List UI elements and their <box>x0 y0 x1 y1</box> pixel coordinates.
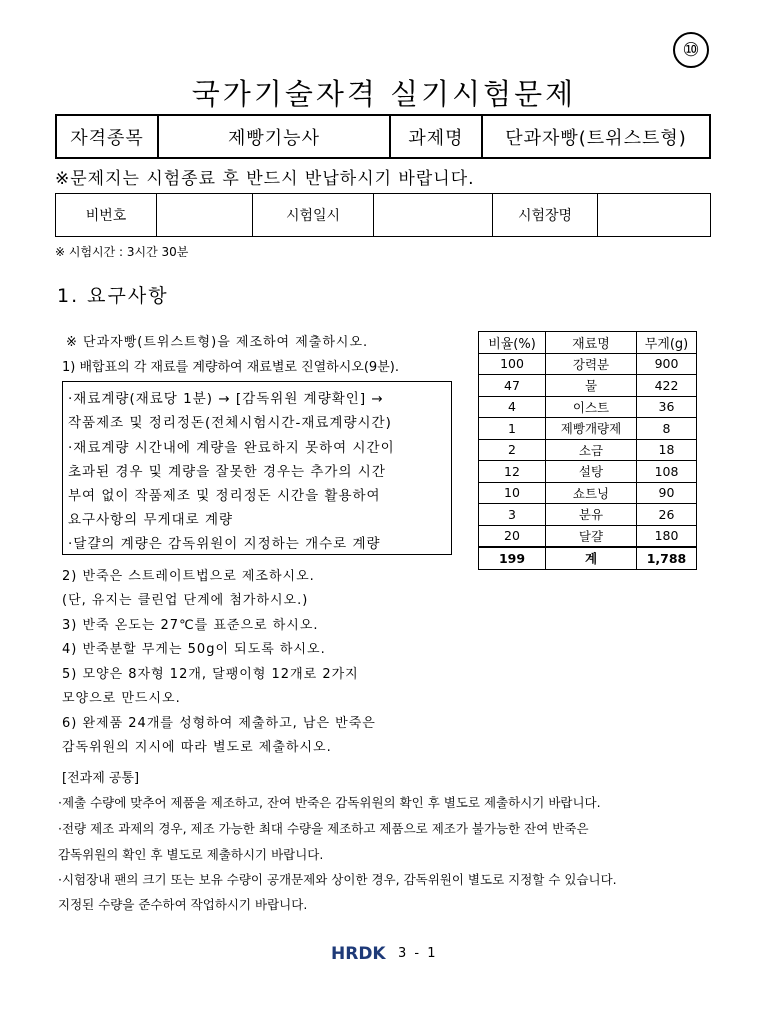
task-label: 과제명 <box>390 115 482 158</box>
recipe-header-row <box>479 332 697 354</box>
hrdk-logo: HRDK <box>331 944 386 964</box>
box-line: 초과된 경우 및 계량을 잘못한 경우는 추가의 시간 <box>68 464 386 480</box>
qualification-label: 자격종목 <box>56 115 158 158</box>
ratio-cell: 1 <box>479 418 546 440</box>
requirement-6: 6) 완제품 24개를 성형하여 제출하고, 남은 반죽은 <box>62 716 376 731</box>
page-title: 국가기술자격 실기시험문제 <box>191 77 577 111</box>
ratio-cell: 100 <box>479 353 546 375</box>
box-line: 부여 없이 작품제조 및 정리정돈 시간을 활용하여 <box>68 488 381 504</box>
exam-date-label: 시험일시 <box>253 194 374 237</box>
requirement-5: 5) 모양은 8자형 12개, 달팽이형 12개로 2가지 <box>62 667 359 682</box>
recipe-row <box>479 418 697 440</box>
requirement-6-cont: 감독위원의 지시에 따라 별도로 제출하시오. <box>62 740 332 755</box>
recipe-row <box>479 353 697 375</box>
weight-cell: 26 <box>637 504 697 526</box>
requirement-2: 2) 반죽은 스트레이트법으로 제조하시오. <box>62 569 315 584</box>
recipe-table <box>478 331 697 570</box>
ingredient-cell: 분유 <box>546 504 637 526</box>
requirement-2-note: (단, 유지는 클린업 단계에 첨가하시오.) <box>62 593 309 608</box>
ingredient-cell: 물 <box>546 375 637 397</box>
header-ingredient: 재료명 <box>546 332 637 354</box>
ingredient-cell: 설탕 <box>546 461 637 483</box>
ratio-cell: 20 <box>479 525 546 547</box>
weight-cell: 36 <box>637 396 697 418</box>
requirement-intro: ※ 단과자빵(트위스트형)을 제조하여 제출하시오. <box>66 335 369 350</box>
recipe-row <box>479 396 697 418</box>
secret-number-field <box>157 194 253 237</box>
exam-info-table <box>55 193 711 237</box>
weight-cell: 18 <box>637 439 697 461</box>
exam-time: ※ 시험시간 : 3시간 30분 <box>55 245 189 259</box>
total-weight: 1,788 <box>637 547 697 569</box>
weight-cell: 108 <box>637 461 697 483</box>
common-line: ·제출 수량에 맞추어 제품을 제조하고, 잔여 반죽은 감독위원의 확인 후 별도로 제출하시기 바랍니다. <box>58 795 601 810</box>
problem-number-badge: ⑩ <box>673 32 709 68</box>
task-value: 단과자빵(트위스트형) <box>482 115 710 158</box>
common-line: ·전량 제조 과제의 경우, 제조 가능한 최대 수량을 제조하고 제품으로 제조가 불가능한 잔여 반죽은 <box>58 821 589 836</box>
section-title: 1. 요구사항 <box>57 285 169 307</box>
recipe-row <box>479 482 697 504</box>
weight-cell: 422 <box>637 375 697 397</box>
ingredient-cell: 제빵개량제 <box>546 418 637 440</box>
requirement-1: 1) 배합표의 각 재료를 계량하여 재료별로 진열하시오(9분). <box>62 360 399 375</box>
weight-cell: 180 <box>637 525 697 547</box>
header-weight: 무게(g) <box>637 332 697 354</box>
secret-number-label: 비번호 <box>56 194 157 237</box>
ratio-cell: 2 <box>479 439 546 461</box>
requirement-4: 4) 반죽분할 무게는 50g이 되도록 하시오. <box>62 642 326 657</box>
ingredient-cell: 강력분 <box>546 353 637 375</box>
weighing-notice-box <box>62 381 452 555</box>
ratio-cell: 4 <box>479 396 546 418</box>
requirement-5-cont: 모양으로 만드시오. <box>62 691 181 706</box>
ingredient-cell: 이스트 <box>546 396 637 418</box>
common-line: ·시험장내 팬의 크기 또는 보유 수량이 공개문제와 상이한 경우, 감독위원이 별도로 지정할 수 있습니다. <box>58 872 617 887</box>
total-ratio: 199 <box>479 547 546 569</box>
recipe-row <box>479 439 697 461</box>
box-line: ·재료계량(재료당 1분) → [감독위원 계량확인] → <box>68 391 384 407</box>
weight-cell: 900 <box>637 353 697 375</box>
ratio-cell: 12 <box>479 461 546 483</box>
common-title: [전과제 공통] <box>62 771 140 786</box>
recipe-row <box>479 375 697 397</box>
ratio-cell: 3 <box>479 504 546 526</box>
requirement-3: 3) 반죽 온도는 27℃를 표준으로 하시오. <box>62 618 319 633</box>
exam-date-field <box>374 194 493 237</box>
ratio-cell: 47 <box>479 375 546 397</box>
box-line: 요구사항의 무게대로 계량 <box>68 512 234 528</box>
page-number: 3 - 1 <box>398 946 438 961</box>
common-line: 지정된 수량을 준수하여 작업하시기 바랍니다. <box>58 897 308 912</box>
box-line: 작품제조 및 정리정돈(전체시험시간-재료계량시간) <box>68 415 392 431</box>
weight-cell: 90 <box>637 482 697 504</box>
header-ratio: 비율(%) <box>479 332 546 354</box>
recipe-row <box>479 461 697 483</box>
box-line: ·재료계량 시간내에 계량을 완료하지 못하여 시간이 <box>68 440 395 456</box>
weight-cell: 8 <box>637 418 697 440</box>
box-line: ·달걀의 계량은 감독위원이 지정하는 개수로 계량 <box>68 536 381 552</box>
common-line: 감독위원의 확인 후 별도로 제출하시기 바랍니다. <box>58 847 324 862</box>
ingredient-cell: 달걀 <box>546 525 637 547</box>
recipe-row <box>479 504 697 526</box>
total-label: 계 <box>546 547 637 569</box>
ingredient-cell: 쇼트닝 <box>546 482 637 504</box>
ratio-cell: 10 <box>479 482 546 504</box>
return-notice: ※문제지는 시험종료 후 반드시 반납하시기 바랍니다. <box>55 169 475 189</box>
exam-place-field <box>598 194 711 237</box>
exam-place-label: 시험장명 <box>493 194 598 237</box>
qualification-value: 제빵기능사 <box>158 115 390 158</box>
qualification-table <box>55 114 711 159</box>
recipe-row <box>479 525 697 547</box>
ingredient-cell: 소금 <box>546 439 637 461</box>
recipe-total-row <box>479 547 697 569</box>
